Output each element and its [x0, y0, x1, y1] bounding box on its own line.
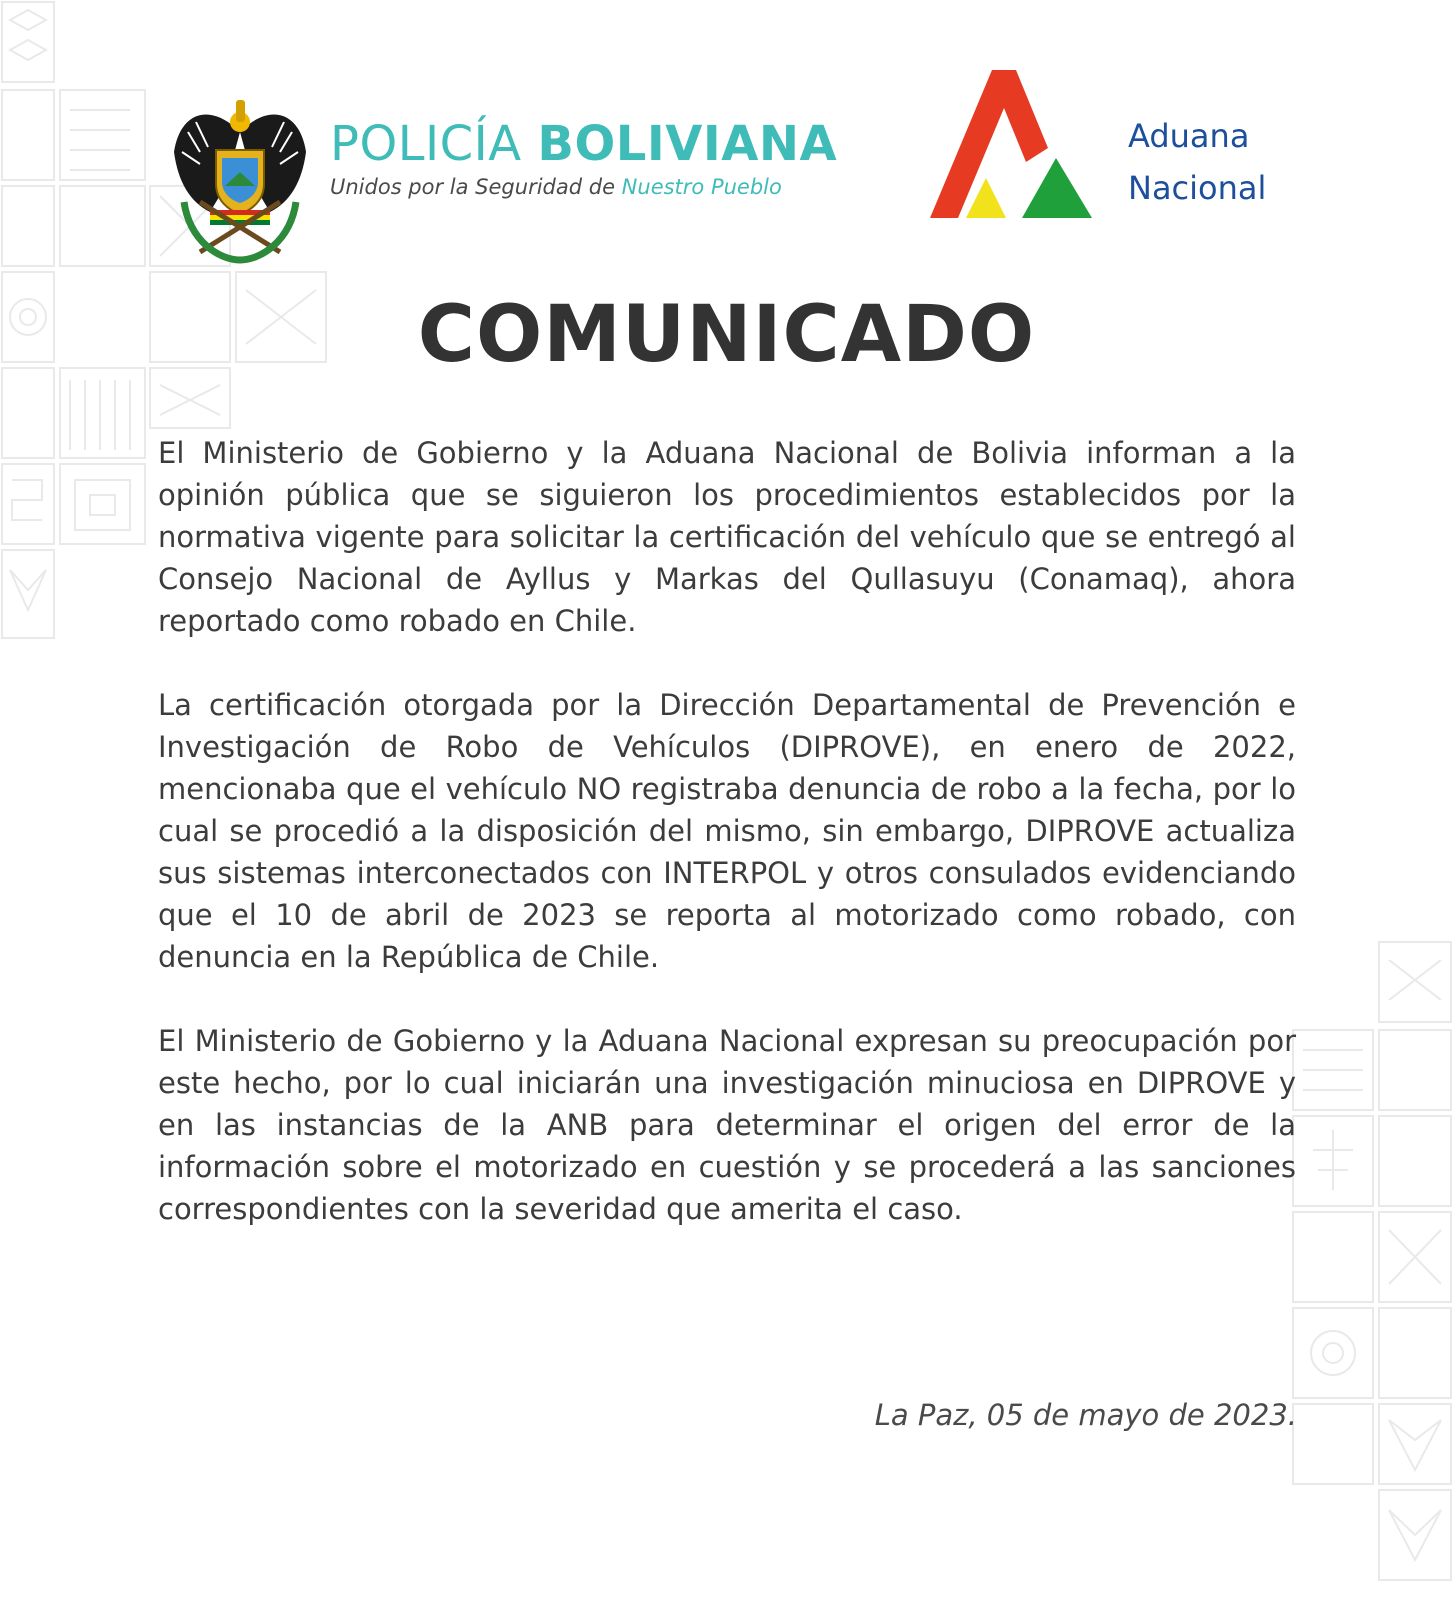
police-name	[330, 115, 837, 173]
police-slogan	[330, 175, 837, 199]
police-slogan-accent: Nuestro Pueblo	[621, 175, 782, 199]
aduana-name-line1: Aduana	[1128, 117, 1250, 155]
police-slogan-prefix: Unidos por la Seguridad de	[330, 175, 622, 199]
police-brand	[330, 115, 837, 199]
police-name-bold: BOLIVIANA	[537, 116, 838, 172]
paragraph-3: El Ministerio de Gobierno y la Aduana Nacional expresan su preocupación por este hecho, por lo cual iniciarán una investigación minuciosa en DIPROVE y en las instancias de la ANB para determinar el origen del error de la información sobre el motorizado en cuestión y se procederá a las sanciones correspondientes con la severidad que amerita el caso.	[158, 1024, 1296, 1226]
background-pattern-right	[1283, 940, 1453, 1600]
document-body	[158, 432, 1296, 1272]
aduana-name	[1128, 110, 1266, 214]
paragraph-1: El Ministerio de Gobierno y la Aduana Nacional de Bolivia informan a la opinión pública que se siguieron los procedimientos establecidos por la normativa vigente para solicitar la certificación del vehículo que se entregó al Consejo Nacional de Ayllus y Markas del Qullasuyu (Conamaq), ahora reportado como robado en Chile.	[158, 436, 1296, 638]
paragraph-2: La certificación otorgada por la Dirección Departamental de Prevención e Investigación de Robo de Vehículos (DIPROVE), en enero de 2022, mencionaba que el vehículo NO registraba denuncia de robo a la fecha, por lo cual se procedió a la disposición del mismo, sin embargo, DIPROVE actualiza sus sistemas interconectados con INTERPOL y otros consulados evidenciando que el 10 de abril de 2023 se reporta al motorizado como robado, con denuncia en la República de Chile.	[158, 688, 1296, 974]
police-name-light: POLICÍA	[330, 116, 538, 172]
place-date: La Paz, 05 de mayo de 2023.	[874, 1398, 1297, 1432]
aduana-name-line2: Nacional	[1128, 169, 1267, 207]
document-title: COMUNICADO	[417, 290, 1036, 380]
aduana-logo-icon	[930, 70, 1100, 225]
header	[0, 70, 1453, 280]
police-crest-icon	[170, 92, 310, 264]
